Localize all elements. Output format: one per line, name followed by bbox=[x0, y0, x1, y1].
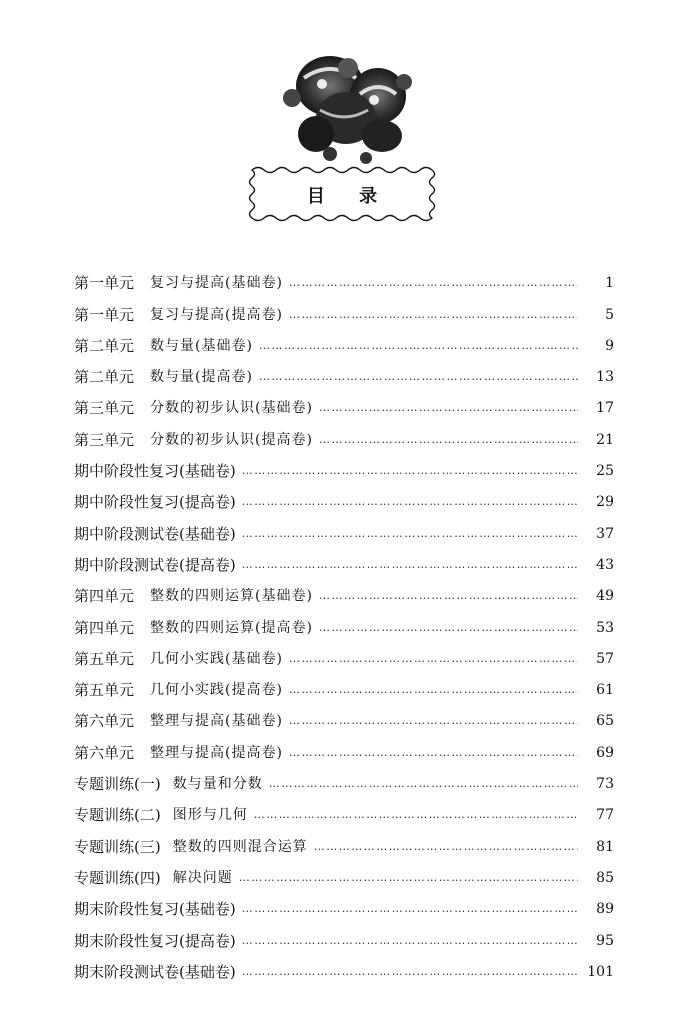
toc-page-number: 61 bbox=[596, 682, 614, 699]
toc-page-number: 69 bbox=[596, 744, 614, 761]
toc-unit: 第一单元 bbox=[74, 274, 135, 293]
toc-entry[interactable] bbox=[74, 606, 614, 637]
dot-leader bbox=[319, 430, 578, 450]
dot-leader bbox=[289, 649, 578, 669]
toc-page-number: 17 bbox=[596, 400, 614, 417]
toc-entry[interactable] bbox=[74, 356, 614, 387]
toc-page-number: 95 bbox=[596, 932, 614, 949]
decorative-emblem-icon bbox=[270, 38, 420, 168]
toc-entry[interactable] bbox=[74, 481, 614, 512]
toc-entry[interactable] bbox=[74, 262, 614, 293]
dot-leader bbox=[319, 618, 578, 638]
dot-leader bbox=[239, 868, 578, 888]
toc-unit: 期末阶段测试卷(基础卷) bbox=[74, 962, 236, 981]
dot-leader bbox=[289, 743, 578, 763]
toc-page-number: 29 bbox=[596, 494, 614, 511]
toc-page-number: 101 bbox=[587, 963, 614, 980]
toc-title: 几何小实践(提高卷) bbox=[150, 682, 283, 699]
toc-page-number: 9 bbox=[605, 337, 614, 354]
page-title: 目 录 bbox=[306, 186, 392, 207]
dot-leader bbox=[259, 367, 578, 387]
dot-leader bbox=[242, 524, 578, 544]
toc-unit: 期末阶段性复习(基础卷) bbox=[74, 900, 236, 919]
dot-leader bbox=[319, 586, 578, 606]
dot-leader bbox=[289, 711, 578, 731]
toc-page-number: 57 bbox=[596, 650, 614, 667]
toc-title: 分数的初步认识(基础卷) bbox=[150, 400, 313, 417]
toc-title: 整数的四则运算(提高卷) bbox=[150, 619, 313, 636]
dot-leader bbox=[259, 336, 578, 356]
toc-entry[interactable] bbox=[74, 512, 614, 543]
toc-unit: 期中阶段测试卷(基础卷) bbox=[74, 524, 236, 543]
toc-unit: 第五单元 bbox=[74, 649, 135, 668]
toc-unit: 期中阶段性复习(基础卷) bbox=[74, 462, 236, 481]
dot-leader bbox=[242, 962, 578, 982]
toc-entry[interactable] bbox=[74, 763, 614, 794]
toc-entry[interactable] bbox=[74, 794, 614, 825]
toc-page-number: 37 bbox=[596, 525, 614, 542]
toc-page-number: 89 bbox=[596, 901, 614, 918]
dot-leader bbox=[269, 774, 578, 794]
toc-title: 数与量(提高卷) bbox=[150, 369, 253, 386]
dot-leader bbox=[242, 492, 578, 512]
dot-leader bbox=[289, 680, 578, 700]
toc-entry[interactable] bbox=[74, 450, 614, 481]
toc-unit: 期中阶段测试卷(提高卷) bbox=[74, 555, 236, 574]
toc-page-number: 43 bbox=[596, 556, 614, 573]
toc-page-number: 85 bbox=[596, 869, 614, 886]
toc-unit: 第二单元 bbox=[74, 336, 135, 355]
toc-entry[interactable] bbox=[74, 825, 614, 856]
toc-title: 图形与几何 bbox=[172, 807, 248, 824]
toc-unit: 第二单元 bbox=[74, 368, 135, 387]
toc-page-number: 81 bbox=[596, 838, 614, 855]
toc-entry[interactable] bbox=[74, 387, 614, 418]
toc-unit: 第三单元 bbox=[74, 399, 135, 418]
dot-leader bbox=[242, 555, 578, 575]
dot-leader bbox=[242, 931, 578, 951]
toc-title: 几何小实践(基础卷) bbox=[150, 650, 283, 667]
toc-title: 整理与提高(提高卷) bbox=[150, 744, 283, 761]
dot-leader bbox=[242, 461, 578, 481]
dot-leader bbox=[289, 273, 578, 293]
toc-unit: 专题训练(二) bbox=[74, 806, 161, 825]
toc-unit: 专题训练(三) bbox=[74, 837, 161, 856]
dot-leader bbox=[242, 899, 578, 919]
toc-entry[interactable] bbox=[74, 575, 614, 606]
toc-page-number: 73 bbox=[596, 776, 614, 793]
toc-title: 解决问题 bbox=[172, 869, 233, 886]
toc-page-number: 1 bbox=[605, 275, 614, 292]
toc-unit: 期中阶段性复习(提高卷) bbox=[74, 493, 236, 512]
toc-unit: 第六单元 bbox=[74, 712, 135, 731]
toc-entry[interactable] bbox=[74, 638, 614, 669]
toc-page-number: 13 bbox=[596, 369, 614, 386]
toc-title: 复习与提高(基础卷) bbox=[150, 275, 283, 292]
toc-entry[interactable] bbox=[74, 731, 614, 762]
table-of-contents bbox=[74, 262, 614, 982]
toc-title: 数与量(基础卷) bbox=[150, 337, 253, 354]
toc-entry[interactable] bbox=[74, 888, 614, 919]
toc-page-number: 65 bbox=[596, 713, 614, 730]
toc-page-number: 77 bbox=[596, 807, 614, 824]
dot-leader bbox=[254, 805, 578, 825]
toc-title: 数与量和分数 bbox=[172, 776, 263, 793]
toc-entry[interactable] bbox=[74, 293, 614, 324]
toc-entry[interactable] bbox=[74, 919, 614, 950]
toc-unit: 第六单元 bbox=[74, 743, 135, 762]
toc-entry[interactable] bbox=[74, 857, 614, 888]
toc-unit: 第五单元 bbox=[74, 681, 135, 700]
toc-title: 复习与提高(提高卷) bbox=[150, 306, 283, 323]
dot-leader bbox=[314, 837, 578, 857]
toc-page-number: 49 bbox=[596, 588, 614, 605]
toc-page-number: 53 bbox=[596, 619, 614, 636]
toc-entry[interactable] bbox=[74, 951, 614, 982]
toc-unit: 专题训练(四) bbox=[74, 868, 161, 887]
toc-title: 分数的初步认识(提高卷) bbox=[150, 431, 313, 448]
toc-page-number: 5 bbox=[605, 306, 614, 323]
toc-entry[interactable] bbox=[74, 325, 614, 356]
toc-entry[interactable] bbox=[74, 700, 614, 731]
toc-title: 整数的四则混合运算 bbox=[172, 838, 308, 855]
toc-unit: 第四单元 bbox=[74, 587, 135, 606]
toc-title: 整数的四则运算(基础卷) bbox=[150, 588, 313, 605]
toc-unit: 专题训练(一) bbox=[74, 775, 161, 794]
toc-unit: 期末阶段性复习(提高卷) bbox=[74, 931, 236, 950]
toc-title: 整理与提高(基础卷) bbox=[150, 713, 283, 730]
dot-leader bbox=[319, 398, 578, 418]
toc-entry[interactable] bbox=[74, 418, 614, 449]
toc-unit: 第四单元 bbox=[74, 618, 135, 637]
title-banner bbox=[244, 164, 440, 224]
toc-unit: 第三单元 bbox=[74, 430, 135, 449]
toc-entry[interactable] bbox=[74, 544, 614, 575]
toc-page-number: 21 bbox=[596, 431, 614, 448]
toc-page-number: 25 bbox=[596, 463, 614, 480]
dot-leader bbox=[289, 305, 578, 325]
toc-entry[interactable] bbox=[74, 669, 614, 700]
toc-unit: 第一单元 bbox=[74, 305, 135, 324]
